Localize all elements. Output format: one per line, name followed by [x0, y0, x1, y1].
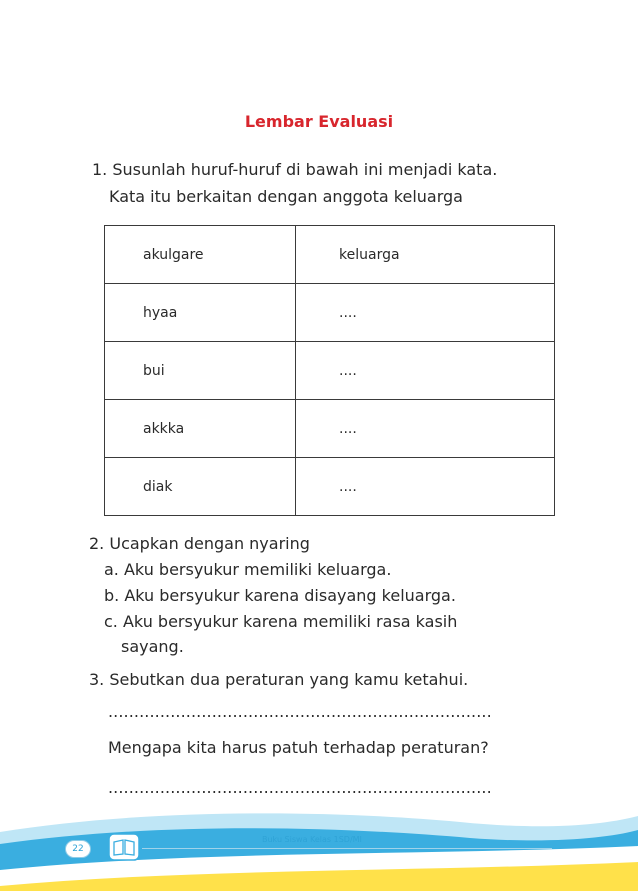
answer-cell[interactable]: .... — [296, 284, 555, 342]
table-row — [105, 284, 555, 342]
page-number: 22 — [65, 840, 91, 858]
book-icon — [108, 833, 140, 861]
answer-dots-2[interactable]: .......................................................................... — [108, 778, 492, 797]
answer-cell[interactable]: .... — [296, 458, 555, 516]
question-2-item-c: c. Aku bersyukur karena memiliki rasa kasih — [104, 612, 458, 631]
question-2-item-b: b. Aku bersyukur karena disayang keluarga. — [104, 586, 456, 605]
answer-cell[interactable]: .... — [296, 400, 555, 458]
page-title: Lembar Evaluasi — [244, 112, 394, 131]
question-2-item-c-cont: sayang. — [121, 637, 184, 656]
scrambled-word: diak — [105, 458, 296, 516]
table-row — [105, 342, 555, 400]
table-row — [105, 400, 555, 458]
table-row — [105, 458, 555, 516]
question-1-subtext: Kata itu berkaitan dengan anggota keluarga — [109, 187, 463, 206]
footer-wave — [0, 800, 638, 891]
question-2-text: 2. Ucapkan dengan nyaring — [89, 534, 310, 553]
word-table — [104, 225, 555, 516]
scrambled-word: bui — [105, 342, 296, 400]
answer-cell[interactable]: .... — [296, 342, 555, 400]
question-3-text: 3. Sebutkan dua peraturan yang kamu ketahui. — [89, 670, 469, 689]
footer-book-title: Buku Siswa Kelas 1SD/MI — [262, 835, 362, 844]
scrambled-word: hyaa — [105, 284, 296, 342]
answer-dots-1[interactable]: .......................................................................... — [108, 702, 492, 721]
question-2-item-a: a. Aku bersyukur memiliki keluarga. — [104, 560, 392, 579]
scrambled-word: akulgare — [105, 226, 296, 284]
table-row — [105, 226, 555, 284]
footer-divider — [142, 848, 552, 849]
scrambled-word: akkka — [105, 400, 296, 458]
question-1-text: 1. Susunlah huruf-huruf di bawah ini menjadi kata. — [92, 160, 498, 179]
answer-cell: keluarga — [296, 226, 555, 284]
question-3-subtext: Mengapa kita harus patuh terhadap peraturan? — [108, 738, 489, 757]
